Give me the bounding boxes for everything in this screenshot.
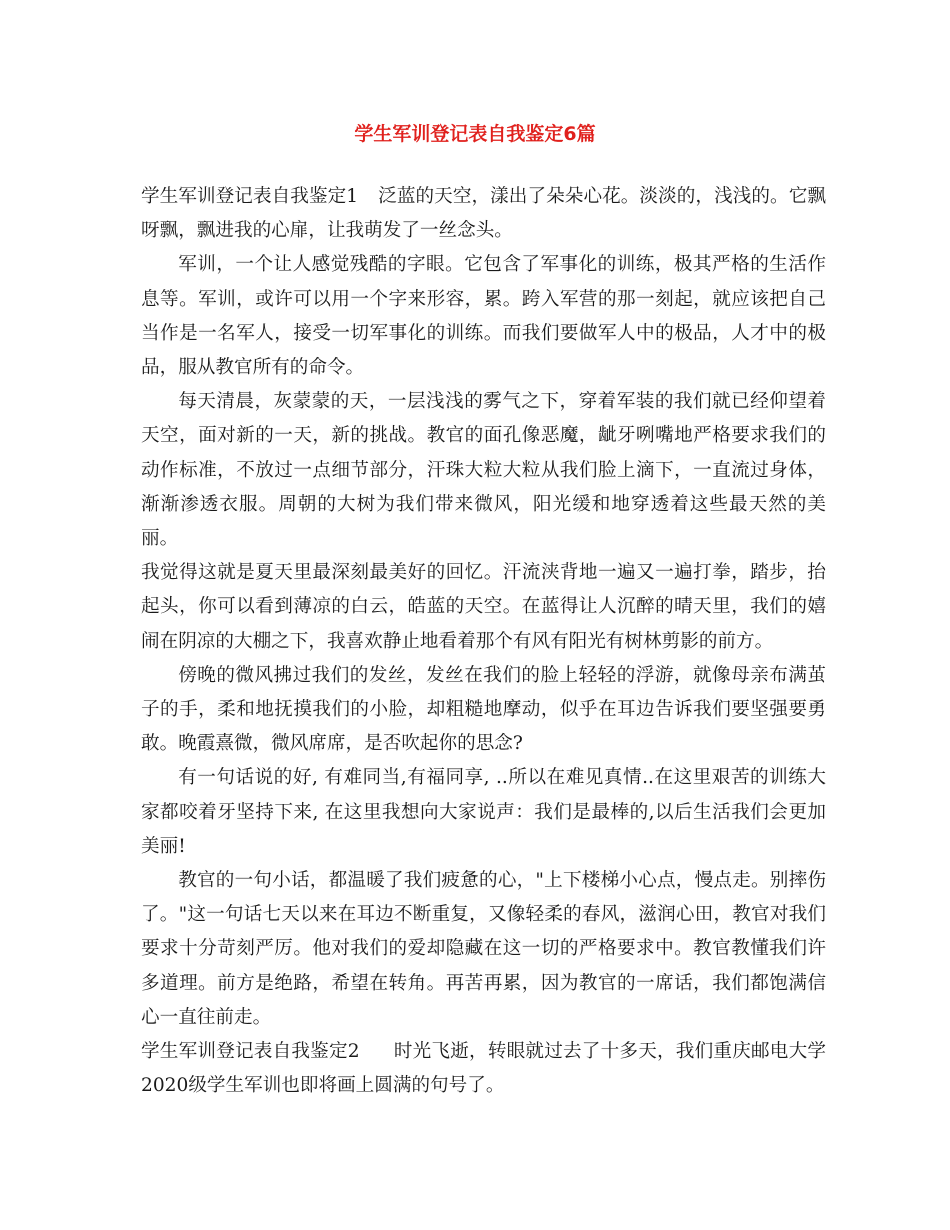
body-paragraph: 我觉得这就是夏天里最深刻最美好的回忆。汗流浃背地一遍又一遍打拳，踏步，抬起头，你可以看到薄凉的白云，皓蓝的天空。在蓝得让人沉醉的晴天里，我们的嬉闹在阴凉的大棚之下，我喜欢静止地看着那个有风有阳光有树林剪影的前方。 <box>141 562 826 652</box>
document-title: 学生军训登记表自我鉴定6篇 <box>354 123 596 145</box>
document-body <box>141 180 826 1103</box>
section-1-opening: 泛蓝的天空，漾出了朵朵心花。淡淡的，浅浅的。它飘呀飘，飘进我的心扉，让我萌发了一丝念头。 <box>141 186 826 242</box>
body-paragraph: 教官的一句小话，都温暖了我们疲惫的心，"上下楼梯小心点，慢点走。别摔伤了。"这一句话七天以来在耳边不断重复，又像轻柔的春风，滋润心田，教官对我们要求十分苛刻严厉。他对我们的爱却隐藏在这一切的严格要求中。教官教懂我们许多道理。前方是绝路，希望在转角。再苦再累，因为教官的一席话，我们都饱满信心一直往前走。 <box>141 870 826 1028</box>
section-1-intro <box>141 180 826 248</box>
body-paragraph: 有一句话说的好, 有难同当,有福同享, ..所以在难见真情..在这里艰苦的训练大家都咬着牙坚持下来, 在这里我想向大家说声：我们是最棒的,以后生活我们会更加美丽! <box>141 767 826 857</box>
body-paragraph: 军训，一个让人感觉残酷的字眼。它包含了军事化的训练，极其严格的生活作息等。军训，或许可以用一个字来形容，累。跨入军营的那一刻起，就应该把自己当作是一名军人，接受一切军事化的训练。而我们要做军人中的极品，人才中的极品，服从教官所有的命令。 <box>141 254 826 379</box>
body-paragraph: 傍晚的微风拂过我们的发丝，发丝在我们的脸上轻轻的浮游，就像母亲布满茧子的手，柔和地抚摸我们的小脸，却粗糙地摩动，似乎在耳边告诉我们要坚强要勇敢。晚霞熹微，微风席席，是否吹起你的思念? <box>141 664 826 755</box>
section-2-intro <box>141 1035 826 1103</box>
section-2-opening: 时光飞逝，转眼就过去了十多天，我们重庆邮电大学2020级学生军训也即将画上圆满的句号了。 <box>141 1041 826 1097</box>
body-paragraph: 每天清晨，灰蒙蒙的天，一层浅浅的雾气之下，穿着军装的我们就已经仰望着天空，面对新的一天，新的挑战。教官的面孔像恶魔，龇牙咧嘴地严格要求我们的动作标准，不放过一点细节部分，汗珠大粒大粒从我们脸上滴下，一直流过身体，渐渐渗透衣服。周朝的大树为我们带来微风，阳光缓和地穿透着这些最天然的美丽。 <box>141 391 826 550</box>
section-2-heading: 学生军训登记表自我鉴定2 <box>141 1041 360 1063</box>
section-1-heading: 学生军训登记表自我鉴定1 <box>141 186 359 207</box>
